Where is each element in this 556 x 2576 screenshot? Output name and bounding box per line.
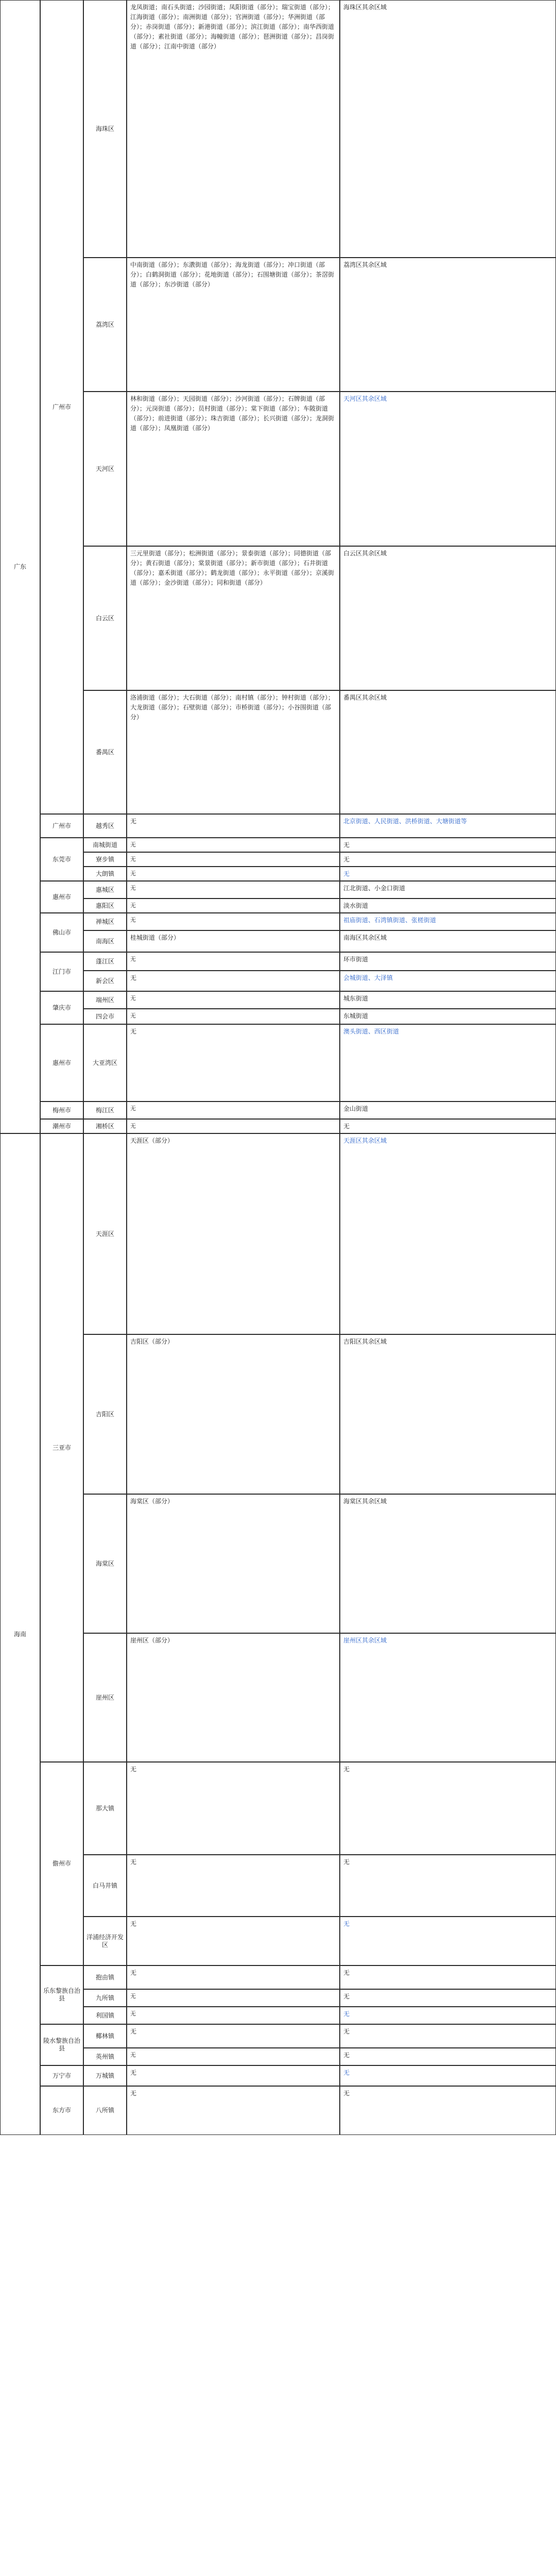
district-cell: 椰林镇 — [83, 2024, 127, 2048]
high-risk-area-cell: 无 — [127, 2065, 340, 2086]
city-cell: 三亚市 — [40, 1133, 83, 1762]
high-risk-area-cell: 无 — [127, 1119, 340, 1133]
high-risk-area-cell: 无 — [127, 1009, 340, 1024]
low-risk-area-cell: 无 — [340, 852, 556, 867]
district-cell: 万城镇 — [83, 2065, 127, 2086]
high-risk-area-cell: 无 — [127, 899, 340, 913]
low-risk-area-cell: 番禺区其余区域 — [340, 690, 556, 814]
district-cell: 天涯区 — [83, 1133, 127, 1334]
district-cell: 番禺区 — [83, 690, 127, 814]
low-risk-area-cell: 澳头街道、西区街道 — [340, 1024, 556, 1101]
low-risk-area-cell: 无 — [340, 1917, 556, 1965]
city-cell: 广州市 — [40, 814, 83, 838]
low-risk-area-cell: 海棠区其余区域 — [340, 1494, 556, 1633]
district-cell: 四会市 — [83, 1009, 127, 1024]
high-risk-area-cell: 天涯区（部分） — [127, 1133, 340, 1334]
low-risk-area-cell: 无 — [340, 2086, 556, 2135]
high-risk-area-cell: 无 — [127, 867, 340, 881]
city-cell: 乐东黎族自治县 — [40, 1965, 83, 2024]
low-risk-area-cell: 东城街道 — [340, 1009, 556, 1024]
district-cell: 利国镇 — [83, 2007, 127, 2024]
low-risk-area-cell: 无 — [340, 2007, 556, 2024]
low-risk-area-cell: 海珠区其余区域 — [340, 0, 556, 258]
high-risk-area-cell: 无 — [127, 881, 340, 899]
district-cell: 荔湾区 — [83, 258, 127, 392]
district-cell: 湘桥区 — [83, 1119, 127, 1133]
high-risk-area-cell: 无 — [127, 1917, 340, 1965]
high-risk-area-cell: 无 — [127, 1762, 340, 1855]
low-risk-area-cell: 南海区其余区域 — [340, 930, 556, 952]
low-risk-area-cell: 无 — [340, 2024, 556, 2048]
city-cell: 陵水黎族自治县 — [40, 2024, 83, 2065]
high-risk-area-cell: 林和街道（部分）；天园街道（部分）；沙河街道（部分）；石牌街道（部分）；元岗街道（部分）；员村街道（部分）；棠下街道（部分）；车陂街道（部分）；前进街道（部分）；珠吉街道（部分）；长兴街道（部分）；龙洞街道（部分）；凤凰街道（部分） — [127, 392, 340, 546]
city-cell: 万宁市 — [40, 2065, 83, 2086]
low-risk-area-cell: 祖庙街道、石湾镇街道、张槎街道 — [340, 913, 556, 930]
high-risk-area-cell: 无 — [127, 2048, 340, 2065]
high-risk-area-cell: 龙凤街道；南石头街道；沙园街道；凤阳街道（部分）；瑞宝街道（部分）；江海街道（部分）；南洲街道（部分）；官洲街道（部分）；华洲街道（部分）；赤岗街道（部分）；新港街道（部分）；滨江街道（部分）；南华西街道（部分）；素社街道（部分）；海幢街道（部分）；琶洲街道（部分）；昌岗街道（部分）；江南中街道（部分） — [127, 0, 340, 258]
low-risk-area-cell: 无 — [340, 2065, 556, 2086]
province-cell-guangdong: 广东 — [0, 0, 40, 1133]
high-risk-area-cell: 中南街道（部分）；东漖街道（部分）；海龙街道（部分）；冲口街道（部分）；白鹤洞街道（部分）；花地街道（部分）；石围塘街道（部分）；茶滘街道（部分）；东沙街道（部分） — [127, 258, 340, 392]
district-cell: 白马井镇 — [83, 1855, 127, 1917]
city-cell: 东莞市 — [40, 838, 83, 881]
high-risk-area-cell: 无 — [127, 838, 340, 852]
district-cell: 惠城区 — [83, 881, 127, 899]
low-risk-area-cell: 北京街道、人民街道、洪桥街道、大塘街道等 — [340, 814, 556, 838]
district-cell: 大朗镇 — [83, 867, 127, 881]
low-risk-area-cell: 天河区其余区域 — [340, 392, 556, 546]
high-risk-area-cell: 崖州区（部分） — [127, 1633, 340, 1762]
district-cell: 寮步镇 — [83, 852, 127, 867]
high-risk-area-cell: 吉阳区（部分） — [127, 1334, 340, 1494]
high-risk-area-cell: 无 — [127, 913, 340, 930]
high-risk-area-cell: 无 — [127, 814, 340, 838]
low-risk-area-cell: 崖州区其余区域 — [340, 1633, 556, 1762]
high-risk-area-cell: 无 — [127, 971, 340, 991]
district-cell: 禅城区 — [83, 913, 127, 930]
low-risk-area-cell: 无 — [340, 1119, 556, 1133]
high-risk-area-cell: 三元里街道（部分）；松洲街道（部分）；景泰街道（部分）；同德街道（部分）；黄石街道（部分）；棠景街道（部分）；新市街道（部分）；石井街道（部分）；嘉禾街道（部分）；鹤龙街道（部分）；永平街道（部分）；京溪街道（部分）；金沙街道（部分）；同和街道（部分） — [127, 546, 340, 690]
district-cell: 大亚湾区 — [83, 1024, 127, 1101]
low-risk-area-cell: 白云区其余区域 — [340, 546, 556, 690]
low-risk-area-cell: 吉阳区其余区域 — [340, 1334, 556, 1494]
low-risk-area-cell: 无 — [340, 867, 556, 881]
district-cell: 吉阳区 — [83, 1334, 127, 1494]
city-cell: 惠州市 — [40, 1024, 83, 1101]
low-risk-area-cell: 淡水街道 — [340, 899, 556, 913]
district-cell: 白云区 — [83, 546, 127, 690]
district-cell: 端州区 — [83, 991, 127, 1009]
high-risk-area-cell: 洛浦街道（部分）；大石街道（部分）；南村镇（部分）；钟村街道（部分）；大龙街道（部分）；石壁街道（部分）；市桥街道（部分）；小谷围街道（部分） — [127, 690, 340, 814]
high-risk-area-cell: 无 — [127, 952, 340, 971]
district-cell: 天河区 — [83, 392, 127, 546]
high-risk-area-cell: 无 — [127, 2007, 340, 2024]
high-risk-area-cell: 无 — [127, 1101, 340, 1119]
low-risk-area-cell: 会城街道、大泽镇 — [340, 971, 556, 991]
district-cell: 南城街道 — [83, 838, 127, 852]
low-risk-area-cell: 荔湾区其余区域 — [340, 258, 556, 392]
city-cell: 广州市 — [40, 0, 83, 814]
district-cell: 九所镇 — [83, 1989, 127, 2007]
high-risk-area-cell: 无 — [127, 2024, 340, 2048]
district-cell: 洋浦经济开发区 — [83, 1917, 127, 1965]
district-cell: 崖州区 — [83, 1633, 127, 1762]
district-cell: 八所镇 — [83, 2086, 127, 2135]
high-risk-area-cell: 无 — [127, 1024, 340, 1101]
district-cell: 那大镇 — [83, 1762, 127, 1855]
low-risk-area-cell: 无 — [340, 1855, 556, 1917]
district-cell: 英州镇 — [83, 2048, 127, 2065]
district-cell: 抱由镇 — [83, 1965, 127, 1989]
low-risk-area-cell: 无 — [340, 1762, 556, 1855]
high-risk-area-cell: 无 — [127, 991, 340, 1009]
city-cell: 梅州市 — [40, 1101, 83, 1119]
high-risk-area-cell: 桂城街道（部分） — [127, 930, 340, 952]
high-risk-area-cell: 无 — [127, 1989, 340, 2007]
low-risk-area-cell: 江北街道、小金口街道 — [340, 881, 556, 899]
city-cell: 惠州市 — [40, 881, 83, 913]
high-risk-area-cell: 无 — [127, 1965, 340, 1989]
district-cell: 海珠区 — [83, 0, 127, 258]
district-cell: 惠阳区 — [83, 899, 127, 913]
low-risk-area-cell: 无 — [340, 1965, 556, 1989]
high-risk-area-cell: 无 — [127, 2086, 340, 2135]
low-risk-area-cell: 无 — [340, 2048, 556, 2065]
high-risk-area-cell: 无 — [127, 1855, 340, 1917]
district-cell: 越秀区 — [83, 814, 127, 838]
district-cell: 梅江区 — [83, 1101, 127, 1119]
low-risk-area-cell: 城东街道 — [340, 991, 556, 1009]
low-risk-area-cell: 无 — [340, 1989, 556, 2007]
low-risk-area-cell: 无 — [340, 838, 556, 852]
district-cell: 海棠区 — [83, 1494, 127, 1633]
district-cell: 南海区 — [83, 930, 127, 952]
city-cell: 儋州市 — [40, 1762, 83, 1965]
low-risk-area-cell: 天涯区其余区域 — [340, 1133, 556, 1334]
city-cell: 东方市 — [40, 2086, 83, 2135]
high-risk-area-cell: 海棠区（部分） — [127, 1494, 340, 1633]
city-cell: 佛山市 — [40, 913, 83, 952]
city-cell: 肇庆市 — [40, 991, 83, 1024]
district-cell: 新会区 — [83, 971, 127, 991]
low-risk-area-cell: 环市街道 — [340, 952, 556, 971]
city-cell: 江门市 — [40, 952, 83, 991]
high-risk-area-cell: 无 — [127, 852, 340, 867]
province-cell-hainan: 海南 — [0, 1133, 40, 2135]
low-risk-area-cell: 金山街道 — [340, 1101, 556, 1119]
district-cell: 蓬江区 — [83, 952, 127, 971]
city-cell: 潮州市 — [40, 1119, 83, 1133]
